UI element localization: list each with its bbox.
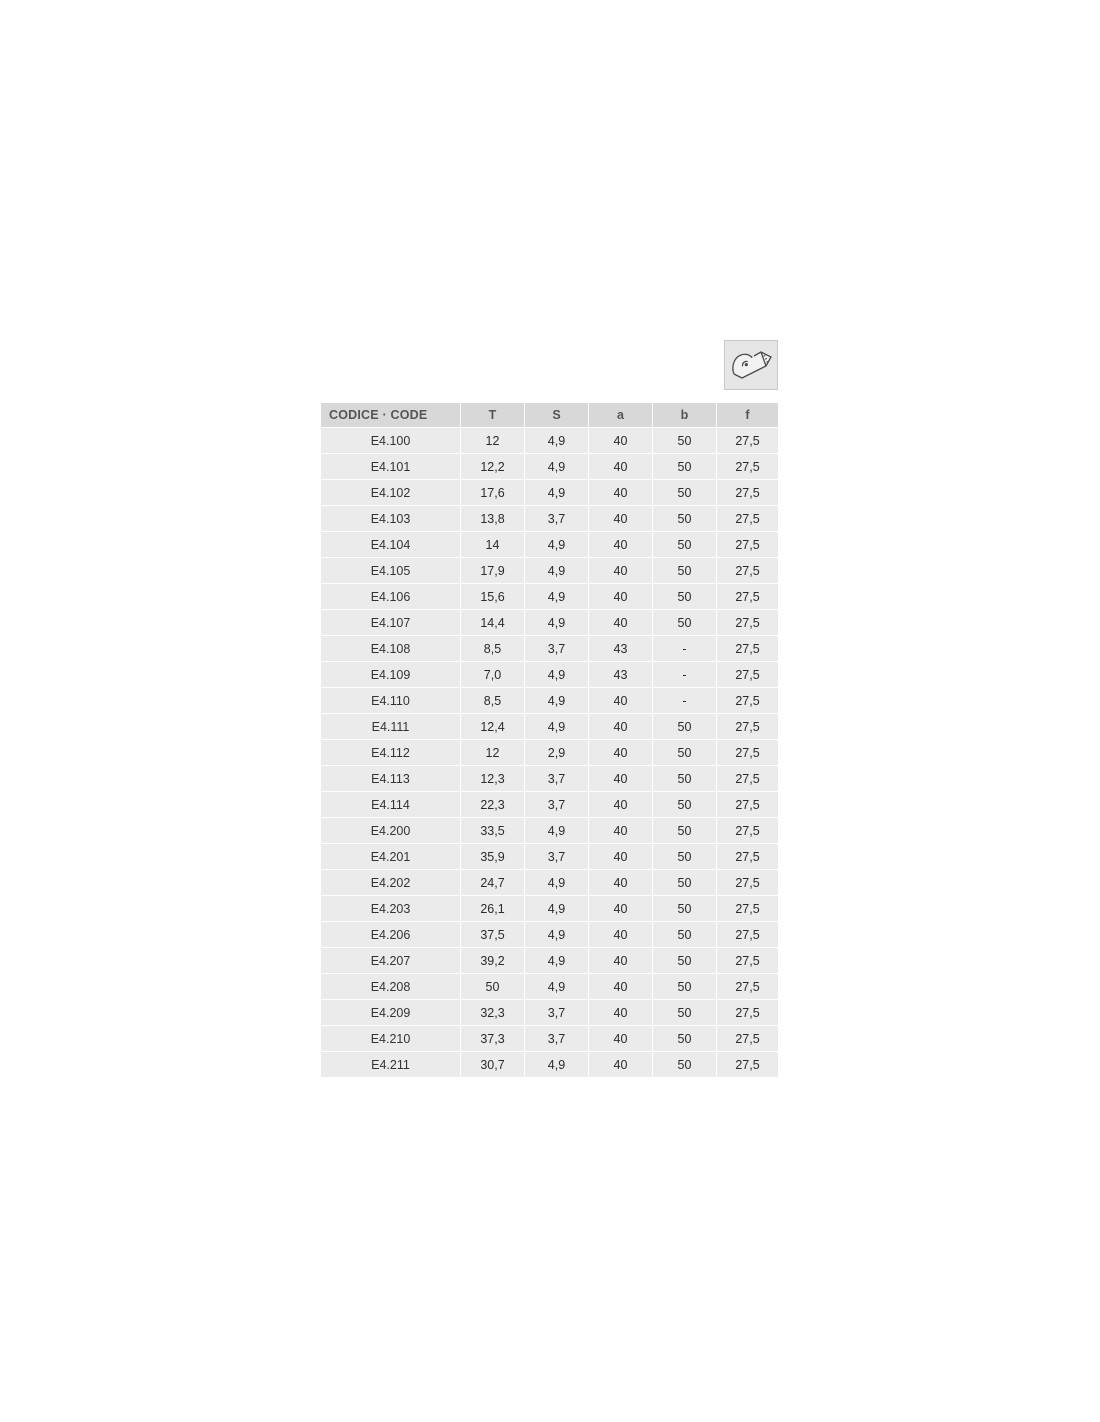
table-row <box>321 532 779 558</box>
cell-b: 50 <box>653 1000 717 1026</box>
cell-t: 35,9 <box>461 844 525 870</box>
cell-f: 27,5 <box>717 532 779 558</box>
cell-code: E4.110 <box>321 688 461 714</box>
cell-t: 12,3 <box>461 766 525 792</box>
cell-code: E4.200 <box>321 818 461 844</box>
cell-s: 2,9 <box>525 740 589 766</box>
cell-f: 27,5 <box>717 896 779 922</box>
cell-b: 50 <box>653 714 717 740</box>
cell-code: E4.105 <box>321 558 461 584</box>
table-row <box>321 428 779 454</box>
cell-f: 27,5 <box>717 688 779 714</box>
cell-a: 40 <box>589 948 653 974</box>
cell-a: 40 <box>589 584 653 610</box>
cell-code: E4.202 <box>321 870 461 896</box>
table-row <box>321 948 779 974</box>
cell-code: E4.203 <box>321 896 461 922</box>
cell-s: 4,9 <box>525 584 589 610</box>
cell-t: 7,0 <box>461 662 525 688</box>
cell-a: 43 <box>589 636 653 662</box>
cell-a: 40 <box>589 740 653 766</box>
cell-s: 4,9 <box>525 610 589 636</box>
cell-f: 27,5 <box>717 766 779 792</box>
cell-b: 50 <box>653 1052 717 1078</box>
cell-s: 4,9 <box>525 480 589 506</box>
cell-b: 50 <box>653 740 717 766</box>
cell-s: 4,9 <box>525 1052 589 1078</box>
cell-t: 13,8 <box>461 506 525 532</box>
cell-t: 50 <box>461 974 525 1000</box>
cell-s: 4,9 <box>525 662 589 688</box>
cell-f: 27,5 <box>717 662 779 688</box>
column-header-a: a <box>589 403 653 428</box>
cell-t: 8,5 <box>461 688 525 714</box>
cell-f: 27,5 <box>717 506 779 532</box>
cell-b: - <box>653 662 717 688</box>
cell-code: E4.210 <box>321 1026 461 1052</box>
cell-f: 27,5 <box>717 636 779 662</box>
cell-code: E4.114 <box>321 792 461 818</box>
cell-f: 27,5 <box>717 870 779 896</box>
table-row <box>321 714 779 740</box>
cell-t: 32,3 <box>461 1000 525 1026</box>
cell-t: 39,2 <box>461 948 525 974</box>
cell-a: 40 <box>589 896 653 922</box>
cell-t: 15,6 <box>461 584 525 610</box>
cell-b: 50 <box>653 844 717 870</box>
cell-f: 27,5 <box>717 1000 779 1026</box>
cell-code: E4.208 <box>321 974 461 1000</box>
cell-code: E4.107 <box>321 610 461 636</box>
cell-s: 3,7 <box>525 792 589 818</box>
cell-code: E4.100 <box>321 428 461 454</box>
cell-code: E4.104 <box>321 532 461 558</box>
cell-b: 50 <box>653 1026 717 1052</box>
cell-code: E4.206 <box>321 922 461 948</box>
table-body <box>321 428 779 1078</box>
cell-a: 40 <box>589 766 653 792</box>
cell-f: 27,5 <box>717 792 779 818</box>
cell-f: 27,5 <box>717 428 779 454</box>
cell-b: 50 <box>653 818 717 844</box>
cell-t: 8,5 <box>461 636 525 662</box>
cell-a: 40 <box>589 532 653 558</box>
measuring-tape-icon <box>730 348 772 382</box>
cell-code: E4.103 <box>321 506 461 532</box>
table-row <box>321 870 779 896</box>
cell-a: 40 <box>589 688 653 714</box>
table-row <box>321 506 779 532</box>
cell-f: 27,5 <box>717 714 779 740</box>
cell-s: 3,7 <box>525 1026 589 1052</box>
cell-s: 4,9 <box>525 454 589 480</box>
cell-a: 40 <box>589 558 653 584</box>
cell-b: - <box>653 688 717 714</box>
cell-s: 3,7 <box>525 1000 589 1026</box>
cell-code: E4.113 <box>321 766 461 792</box>
cell-t: 12,2 <box>461 454 525 480</box>
cell-code: E4.111 <box>321 714 461 740</box>
table-row <box>321 610 779 636</box>
cell-f: 27,5 <box>717 948 779 974</box>
cell-s: 4,9 <box>525 948 589 974</box>
cell-a: 40 <box>589 1052 653 1078</box>
cell-a: 40 <box>589 428 653 454</box>
table-row <box>321 922 779 948</box>
cell-code: E4.102 <box>321 480 461 506</box>
table-row <box>321 636 779 662</box>
table-row <box>321 662 779 688</box>
cell-a: 40 <box>589 922 653 948</box>
table-row <box>321 1026 779 1052</box>
cell-b: 50 <box>653 870 717 896</box>
cell-s: 4,9 <box>525 974 589 1000</box>
cell-t: 30,7 <box>461 1052 525 1078</box>
table-row <box>321 766 779 792</box>
cell-f: 27,5 <box>717 558 779 584</box>
cell-b: 50 <box>653 896 717 922</box>
cell-s: 4,9 <box>525 428 589 454</box>
cell-t: 12,4 <box>461 714 525 740</box>
cell-a: 40 <box>589 714 653 740</box>
cell-t: 37,5 <box>461 922 525 948</box>
cell-b: 50 <box>653 922 717 948</box>
table-row <box>321 974 779 1000</box>
cell-s: 3,7 <box>525 636 589 662</box>
column-header-b: b <box>653 403 717 428</box>
table-row <box>321 818 779 844</box>
cell-b: 50 <box>653 974 717 1000</box>
cell-t: 12 <box>461 428 525 454</box>
cell-t: 26,1 <box>461 896 525 922</box>
cell-s: 4,9 <box>525 688 589 714</box>
cell-s: 4,9 <box>525 714 589 740</box>
cell-t: 17,9 <box>461 558 525 584</box>
cell-b: 50 <box>653 558 717 584</box>
cell-a: 40 <box>589 1026 653 1052</box>
tape-center-dot <box>745 363 748 366</box>
cell-code: E4.101 <box>321 454 461 480</box>
cell-b: 50 <box>653 506 717 532</box>
column-header-f: f <box>717 403 779 428</box>
column-header-code: CODICE · CODE <box>321 403 461 428</box>
cell-f: 27,5 <box>717 974 779 1000</box>
column-header-t: T <box>461 403 525 428</box>
table-row <box>321 584 779 610</box>
cell-f: 27,5 <box>717 480 779 506</box>
cell-code: E4.106 <box>321 584 461 610</box>
cell-f: 27,5 <box>717 818 779 844</box>
header-row <box>321 403 779 428</box>
cell-code: E4.209 <box>321 1000 461 1026</box>
cell-f: 27,5 <box>717 454 779 480</box>
cell-a: 40 <box>589 610 653 636</box>
cell-b: 50 <box>653 766 717 792</box>
cell-code: E4.109 <box>321 662 461 688</box>
table-row <box>321 740 779 766</box>
cell-s: 3,7 <box>525 844 589 870</box>
cell-b: 50 <box>653 948 717 974</box>
cell-t: 17,6 <box>461 480 525 506</box>
cell-f: 27,5 <box>717 844 779 870</box>
cell-f: 27,5 <box>717 1026 779 1052</box>
cell-b: 50 <box>653 584 717 610</box>
cell-t: 14 <box>461 532 525 558</box>
cell-s: 4,9 <box>525 870 589 896</box>
cell-t: 22,3 <box>461 792 525 818</box>
cell-a: 40 <box>589 844 653 870</box>
cell-code: E4.201 <box>321 844 461 870</box>
spec-table <box>320 402 779 1078</box>
cell-s: 3,7 <box>525 766 589 792</box>
cell-f: 27,5 <box>717 1052 779 1078</box>
cell-t: 24,7 <box>461 870 525 896</box>
cell-b: 50 <box>653 454 717 480</box>
table-header <box>321 403 779 428</box>
cell-code: E4.211 <box>321 1052 461 1078</box>
cell-a: 40 <box>589 792 653 818</box>
table-row <box>321 844 779 870</box>
cell-f: 27,5 <box>717 740 779 766</box>
table-row <box>321 688 779 714</box>
cell-t: 37,3 <box>461 1026 525 1052</box>
cell-t: 14,4 <box>461 610 525 636</box>
cell-t: 33,5 <box>461 818 525 844</box>
cell-a: 40 <box>589 974 653 1000</box>
table-row <box>321 1000 779 1026</box>
cell-code: E4.207 <box>321 948 461 974</box>
cell-b: 50 <box>653 532 717 558</box>
cell-b: 50 <box>653 428 717 454</box>
table-row <box>321 558 779 584</box>
cell-s: 3,7 <box>525 506 589 532</box>
cell-f: 27,5 <box>717 922 779 948</box>
cell-a: 40 <box>589 870 653 896</box>
spec-table-container <box>320 402 778 1078</box>
cell-code: E4.108 <box>321 636 461 662</box>
cell-t: 12 <box>461 740 525 766</box>
measuring-tape-icon-box <box>724 340 778 390</box>
cell-a: 40 <box>589 1000 653 1026</box>
table-row <box>321 792 779 818</box>
cell-a: 40 <box>589 506 653 532</box>
cell-s: 4,9 <box>525 558 589 584</box>
column-header-s: S <box>525 403 589 428</box>
cell-a: 43 <box>589 662 653 688</box>
table-row <box>321 454 779 480</box>
cell-s: 4,9 <box>525 532 589 558</box>
cell-s: 4,9 <box>525 922 589 948</box>
cell-a: 40 <box>589 818 653 844</box>
table-row <box>321 480 779 506</box>
table-row <box>321 896 779 922</box>
cell-f: 27,5 <box>717 584 779 610</box>
cell-b: 50 <box>653 480 717 506</box>
cell-b: 50 <box>653 792 717 818</box>
cell-code: E4.112 <box>321 740 461 766</box>
cell-b: 50 <box>653 610 717 636</box>
cell-a: 40 <box>589 454 653 480</box>
cell-s: 4,9 <box>525 896 589 922</box>
table-row <box>321 1052 779 1078</box>
cell-s: 4,9 <box>525 818 589 844</box>
cell-b: - <box>653 636 717 662</box>
cell-f: 27,5 <box>717 610 779 636</box>
cell-a: 40 <box>589 480 653 506</box>
